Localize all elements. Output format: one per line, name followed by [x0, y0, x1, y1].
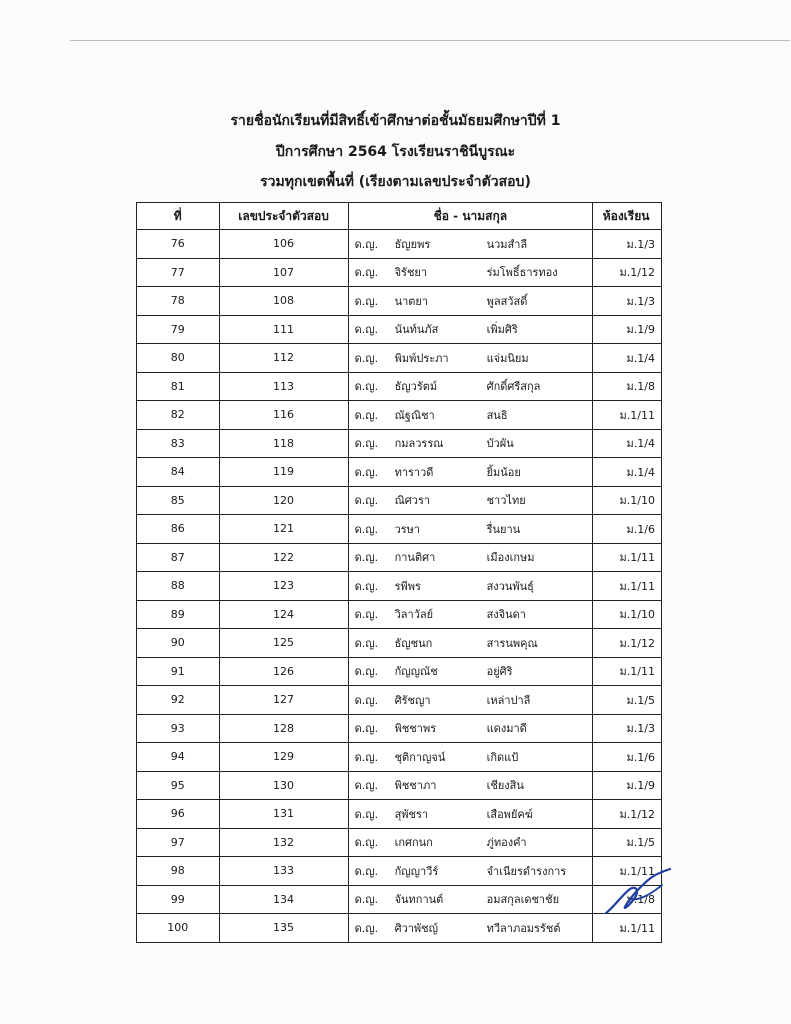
column-header-exam-id: เลขประจำตัวสอบ	[219, 203, 348, 230]
last-name: เมืองเกษม	[486, 551, 535, 565]
document-title: รายชื่อนักเรียนที่มีสิทธิ์เข้าศึกษาต่อชั้นมัธยมศึกษาปีที่ 1	[230, 113, 561, 129]
last-name: ภู่ทองคำ	[486, 836, 527, 850]
cell-full-name	[348, 857, 593, 886]
first-name: กัญญาวีร์	[394, 864, 439, 878]
cell-number: 100	[137, 914, 220, 943]
cell-number: 80	[137, 344, 220, 373]
cell-room: ม.1/4	[593, 458, 662, 487]
table-row	[137, 629, 662, 658]
first-name: พิมพ์ประภา	[394, 351, 449, 365]
name-title: ด.ญ.	[354, 380, 379, 394]
last-name: ร่มโพธิ์ธารทอง	[486, 266, 558, 280]
name-title: ด.ญ.	[354, 779, 379, 793]
cell-room: ม.1/5	[593, 828, 662, 857]
cell-room: ม.1/9	[593, 771, 662, 800]
cell-room: ม.1/3	[593, 714, 662, 743]
cell-room: ม.1/12	[593, 258, 662, 287]
first-name: กานติศา	[394, 551, 436, 565]
column-header-name: ชื่อ - นามสกุล	[348, 203, 593, 230]
name-title: ด.ญ.	[354, 579, 379, 593]
cell-number: 76	[137, 230, 220, 259]
name-title: ด.ญ.	[354, 807, 379, 821]
cell-exam-id: 106	[219, 230, 348, 259]
table-row	[137, 885, 662, 914]
first-name: กมลวรรณ	[394, 437, 444, 451]
first-name: เกศกนก	[394, 836, 433, 850]
cell-number: 94	[137, 743, 220, 772]
cell-exam-id: 134	[219, 885, 348, 914]
cell-exam-id: 119	[219, 458, 348, 487]
table-row	[137, 372, 662, 401]
name-title: ด.ญ.	[354, 665, 379, 679]
cell-exam-id: 126	[219, 657, 348, 686]
last-name: บัวผัน	[486, 437, 514, 451]
cell-exam-id: 124	[219, 600, 348, 629]
last-name: สงจินดา	[486, 608, 526, 622]
name-title: ด.ญ.	[354, 693, 379, 707]
cell-full-name	[348, 486, 593, 515]
cell-room: ม.1/11	[593, 401, 662, 430]
cell-full-name	[348, 771, 593, 800]
table-row	[137, 771, 662, 800]
cell-number: 90	[137, 629, 220, 658]
column-header-number: ที่	[137, 203, 220, 230]
cell-number: 91	[137, 657, 220, 686]
cell-exam-id: 113	[219, 372, 348, 401]
name-title: ด.ญ.	[354, 522, 379, 536]
cell-number: 83	[137, 429, 220, 458]
cell-number: 96	[137, 800, 220, 829]
cell-exam-id: 130	[219, 771, 348, 800]
cell-full-name	[348, 230, 593, 259]
first-name: ศิวาพัชญ์	[394, 921, 439, 935]
cell-exam-id: 121	[219, 515, 348, 544]
cell-full-name	[348, 629, 593, 658]
cell-full-name	[348, 743, 593, 772]
last-name: รื่นยาน	[486, 522, 521, 536]
cell-full-name	[348, 828, 593, 857]
table-row	[137, 458, 662, 487]
cell-room: ม.1/3	[593, 230, 662, 259]
first-name: ณิศวรา	[394, 494, 431, 508]
cell-exam-id: 133	[219, 857, 348, 886]
name-title: ด.ญ.	[354, 237, 379, 251]
cell-full-name	[348, 543, 593, 572]
cell-room: ม.1/10	[593, 486, 662, 515]
last-name: สงวนพันธุ์	[486, 579, 534, 593]
cell-number: 84	[137, 458, 220, 487]
cell-exam-id: 111	[219, 315, 348, 344]
name-title: ด.ญ.	[354, 608, 379, 622]
name-title: ด.ญ.	[354, 266, 379, 280]
cell-number: 85	[137, 486, 220, 515]
cell-exam-id: 128	[219, 714, 348, 743]
table-row	[137, 486, 662, 515]
table-row	[137, 657, 662, 686]
document-subtitle-year-school: ปีการศึกษา 2564 โรงเรียนราชินีบูรณะ	[275, 144, 516, 160]
cell-room: ม.1/11	[593, 657, 662, 686]
first-name: วิลาวัลย์	[394, 608, 434, 622]
table-row	[137, 543, 662, 572]
last-name: แจ่มนิยม	[486, 351, 529, 365]
cell-full-name	[348, 885, 593, 914]
cell-number: 92	[137, 686, 220, 715]
cell-room: ม.1/11	[593, 857, 662, 886]
cell-exam-id: 116	[219, 401, 348, 430]
last-name: แดงมาดี	[486, 722, 527, 736]
cell-room: ม.1/6	[593, 743, 662, 772]
last-name: อมสกุลเดชาชัย	[486, 893, 560, 907]
cell-exam-id: 120	[219, 486, 348, 515]
first-name: พิชชาพร	[394, 722, 437, 736]
name-title: ด.ญ.	[354, 551, 379, 565]
cell-exam-id: 108	[219, 287, 348, 316]
first-name: ธัญยพร	[394, 237, 431, 251]
first-name: ธัญชนก	[394, 636, 433, 650]
table-row	[137, 344, 662, 373]
cell-number: 81	[137, 372, 220, 401]
table-row	[137, 600, 662, 629]
name-title: ด.ญ.	[354, 836, 379, 850]
table-header-row	[137, 203, 662, 230]
name-title: ด.ญ.	[354, 323, 379, 337]
cell-number: 98	[137, 857, 220, 886]
cell-full-name	[348, 572, 593, 601]
cell-room: ม.1/11	[593, 572, 662, 601]
cell-exam-id: 132	[219, 828, 348, 857]
last-name: ทวีลาภอมรรัชต์	[486, 921, 561, 935]
last-name: ชาวไทย	[486, 494, 526, 508]
table-row	[137, 258, 662, 287]
cell-number: 88	[137, 572, 220, 601]
last-name: เสือพยัคฆ์	[486, 807, 533, 821]
cell-full-name	[348, 914, 593, 943]
table-body	[137, 230, 662, 943]
column-header-room: ห้องเรียน	[593, 203, 662, 230]
first-name: ทาราวดี	[394, 465, 434, 479]
cell-number: 97	[137, 828, 220, 857]
cell-exam-id: 112	[219, 344, 348, 373]
name-title: ด.ญ.	[354, 351, 379, 365]
table-row	[137, 230, 662, 259]
cell-exam-id: 122	[219, 543, 348, 572]
cell-exam-id: 135	[219, 914, 348, 943]
last-name: อยู่ศิริ	[486, 665, 513, 679]
cell-exam-id: 125	[219, 629, 348, 658]
cell-number: 78	[137, 287, 220, 316]
cell-full-name	[348, 401, 593, 430]
cell-number: 77	[137, 258, 220, 287]
name-title: ด.ญ.	[354, 437, 379, 451]
cell-exam-id: 123	[219, 572, 348, 601]
cell-full-name	[348, 258, 593, 287]
first-name: จันทกานต์	[394, 893, 444, 907]
first-name: ศิรัชญา	[394, 693, 431, 707]
cell-full-name	[348, 657, 593, 686]
first-name: พิชชาภา	[394, 779, 437, 793]
cell-number: 87	[137, 543, 220, 572]
cell-number: 79	[137, 315, 220, 344]
name-title: ด.ญ.	[354, 750, 379, 764]
first-name: รพีพร	[394, 579, 421, 593]
first-name: กัญญณัช	[394, 665, 438, 679]
last-name: เกิดแป้	[486, 750, 519, 764]
cell-room: ม.1/4	[593, 344, 662, 373]
table-row	[137, 828, 662, 857]
cell-room: ม.1/12	[593, 800, 662, 829]
table-row	[137, 429, 662, 458]
cell-number: 93	[137, 714, 220, 743]
cell-full-name	[348, 429, 593, 458]
last-name: เชียงสิน	[486, 779, 524, 793]
cell-full-name	[348, 714, 593, 743]
cell-full-name	[348, 372, 593, 401]
name-title: ด.ญ.	[354, 294, 379, 308]
name-title: ด.ญ.	[354, 636, 379, 650]
table-row	[137, 686, 662, 715]
cell-number: 82	[137, 401, 220, 430]
table-row	[137, 743, 662, 772]
table-row	[137, 914, 662, 943]
cell-room: ม.1/4	[593, 429, 662, 458]
table-row	[137, 315, 662, 344]
name-title: ด.ญ.	[354, 465, 379, 479]
table-row	[137, 401, 662, 430]
last-name: ศักดิ์ศรีสกุล	[486, 380, 541, 394]
cell-room: ม.1/3	[593, 287, 662, 316]
document-subtitle-scope: รวมทุกเขตพื้นที่ (เรียงตามเลขประจำตัวสอบ)	[260, 174, 531, 190]
first-name: สุพัชรา	[394, 807, 429, 821]
cell-full-name	[348, 287, 593, 316]
cell-full-name	[348, 686, 593, 715]
last-name: พูลสวัสดิ์	[486, 294, 528, 308]
table-row	[137, 572, 662, 601]
name-title: ด.ญ.	[354, 921, 379, 935]
first-name: วรษา	[394, 522, 421, 536]
table-row	[137, 287, 662, 316]
table-row	[137, 714, 662, 743]
cell-number: 89	[137, 600, 220, 629]
name-title: ด.ญ.	[354, 408, 379, 422]
cell-number: 95	[137, 771, 220, 800]
scan-edge-line	[70, 40, 790, 41]
cell-room: ม.1/11	[593, 914, 662, 943]
cell-full-name	[348, 458, 593, 487]
cell-room: ม.1/5	[593, 686, 662, 715]
cell-full-name	[348, 344, 593, 373]
first-name: นาตยา	[394, 294, 429, 308]
cell-full-name	[348, 800, 593, 829]
cell-room: ม.1/9	[593, 315, 662, 344]
cell-room: ม.1/10	[593, 600, 662, 629]
cell-exam-id: 118	[219, 429, 348, 458]
last-name: จำเนียรดำรงการ	[486, 864, 567, 878]
cell-number: 86	[137, 515, 220, 544]
name-title: ด.ญ.	[354, 722, 379, 736]
table-row	[137, 857, 662, 886]
cell-room: ม.1/11	[593, 543, 662, 572]
last-name: เหล่าปาลี	[486, 693, 531, 707]
cell-full-name	[348, 600, 593, 629]
table-row	[137, 515, 662, 544]
first-name: ชุติกาญจน์	[394, 750, 446, 764]
cell-exam-id: 129	[219, 743, 348, 772]
cell-exam-id: 127	[219, 686, 348, 715]
last-name: นวมสำลี	[486, 237, 528, 251]
handwritten-signature	[600, 855, 680, 925]
name-title: ด.ญ.	[354, 494, 379, 508]
last-name: เพิ่มศิริ	[486, 323, 518, 337]
cell-full-name	[348, 315, 593, 344]
last-name: ยิ้มน้อย	[486, 465, 521, 479]
table-row	[137, 800, 662, 829]
first-name: จิรัชยา	[394, 266, 428, 280]
first-name: ธัญวรัตม์	[394, 380, 438, 394]
cell-exam-id: 131	[219, 800, 348, 829]
cell-room: ม.1/8	[593, 885, 662, 914]
cell-exam-id: 107	[219, 258, 348, 287]
last-name: สารนพคุณ	[486, 636, 538, 650]
first-name: ณัฐณิชา	[394, 408, 435, 422]
last-name: สนธิ	[486, 408, 508, 422]
name-title: ด.ญ.	[354, 893, 379, 907]
name-title: ด.ญ.	[354, 864, 379, 878]
first-name: นันท์นภัส	[394, 323, 439, 337]
cell-room: ม.1/6	[593, 515, 662, 544]
student-roster-table	[136, 202, 662, 943]
cell-room: ม.1/8	[593, 372, 662, 401]
cell-full-name	[348, 515, 593, 544]
cell-room: ม.1/12	[593, 629, 662, 658]
cell-number: 99	[137, 885, 220, 914]
